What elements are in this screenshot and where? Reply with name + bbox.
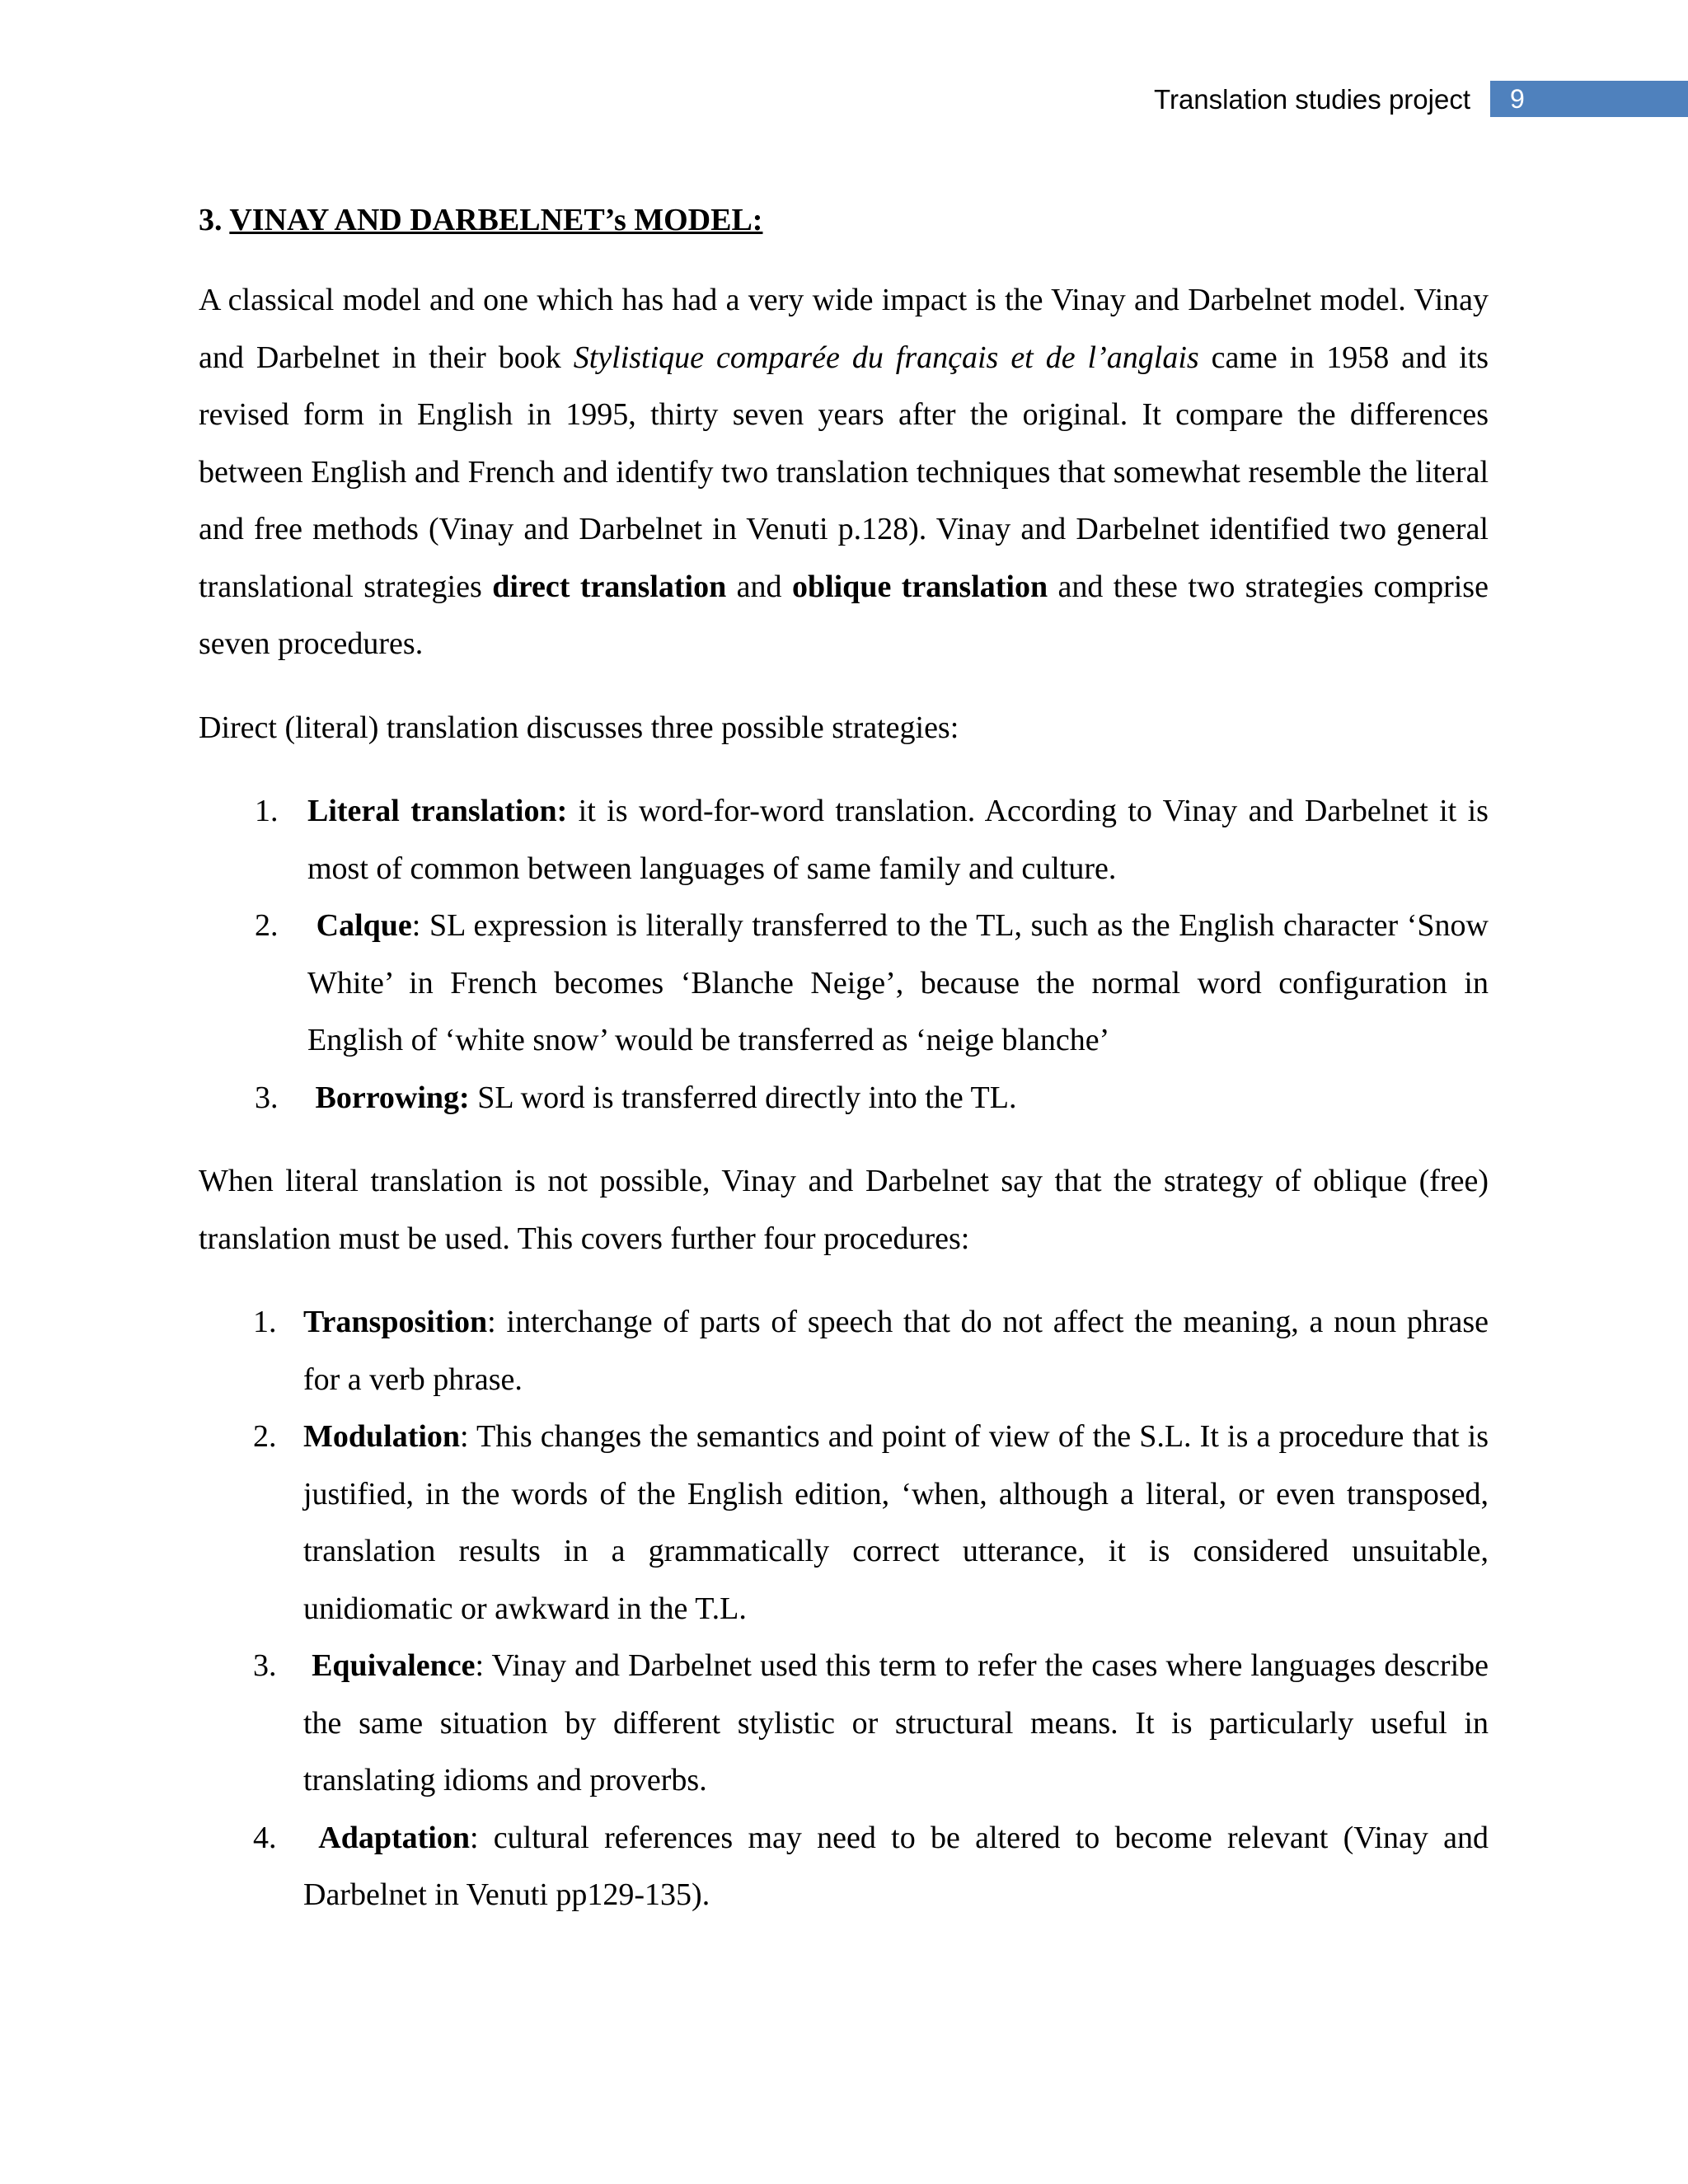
intro-text-1: A classical model and one which has had a very wide impact is the Vinay and Darbelnet model. Vinay and Darbelnet in their book: [199, 283, 1489, 375]
list-item-term: Modulation: [303, 1419, 461, 1454]
list-item-term: Equivalence: [312, 1648, 476, 1683]
list-item-number: 2.: [255, 908, 279, 943]
list-item-number: 1.: [255, 794, 279, 828]
list-item-term: Calque: [316, 908, 412, 943]
list-item: [199, 1294, 1489, 1408]
list-item: [199, 1638, 1489, 1810]
term-oblique-translation: oblique translation: [791, 569, 1048, 604]
oblique-intro-paragraph: When literal translation is not possible, Vinay and Darbelnet say that the strategy of oblique (free) translation must be used. This covers further four procedures:: [199, 1164, 1489, 1256]
list-item: [199, 1810, 1489, 1924]
section-heading: [199, 191, 1489, 249]
list-item-text: : This changes the semantics and point of view of the S.L. It is a procedure that is justified, in the words of the English edition, ‘when, although a literal, or even transposed, translation results in a grammatically correct utterance, it is considered unsuitable, unidiomatic or awkward in the T.L.: [303, 1419, 1489, 1626]
list-item-text: it is word-for-word translation. According to Vinay and Darbelnet it is most of common between languages of same family and culture.: [307, 794, 1489, 886]
list-item-text: : interchange of parts of speech that do not affect the meaning, a noun phrase for a verb phrase.: [303, 1305, 1489, 1397]
list-item-text: : SL expression is literally transferred to the TL, such as the English character ‘Snow White’ in French becomes ‘Blanche Neige’, because the normal word configuration in English of ‘white snow’ would be transferred as ‘neige blanche’: [307, 908, 1489, 1057]
list-item: [199, 898, 1489, 1070]
list-item-number: 1.: [253, 1305, 277, 1339]
section-number: 3.: [199, 203, 223, 237]
list-item-term: Borrowing:: [315, 1080, 470, 1115]
running-header-title: Translation studies project: [1154, 84, 1470, 115]
list-item-term: Adaptation: [318, 1820, 470, 1855]
list-item-number: 3.: [255, 1080, 279, 1115]
book-title: Stylistique comparée du français et de l’anglais: [573, 340, 1199, 375]
list-item: [199, 1408, 1489, 1638]
list-item-text: : Vinay and Darbelnet used this term to refer the cases where languages describe the same situation by different stylistic or structural means. It is particularly useful in translating idioms and proverbs.: [303, 1648, 1489, 1797]
intro-paragraph: [199, 272, 1489, 673]
intro-text-2: came in 1958 and its revised form in English in 1995, thirty seven years after the original. It compare the differences between English and French and identify two translation techniques that somewhat resemble the literal and free methods (Vinay and Darbelnet in Venuti p.128). Vinay and Darbelnet identified two general translational strategies: [199, 340, 1489, 604]
intro-text-3: and: [726, 569, 792, 604]
intro-text-4: and these two strategies comprise seven procedures.: [199, 569, 1489, 661]
direct-intro-paragraph: Direct (literal) translation discusses three possible strategies:: [199, 710, 959, 745]
document-body: [199, 191, 1489, 1924]
term-direct-translation: direct translation: [492, 569, 727, 604]
list-item: [199, 1070, 1489, 1127]
list-item-term: Literal translation:: [307, 794, 568, 828]
section-title: VINAY AND DARBELNET’s MODEL:: [229, 203, 763, 237]
list-item-number: 4.: [253, 1820, 277, 1855]
list-item-number: 2.: [253, 1419, 277, 1454]
list-item-text: : cultural references may need to be altered to become relevant (Vinay and Darbelnet in Venuti pp129-135).: [303, 1820, 1489, 1912]
page-number-badge: 9: [1490, 81, 1688, 117]
list-item-number: 3.: [253, 1648, 277, 1683]
oblique-procedures-list: [199, 1294, 1489, 1924]
list-item-text: SL word is transferred directly into the TL.: [469, 1080, 1017, 1115]
list-item: [199, 783, 1489, 898]
direct-strategies-list: [199, 783, 1489, 1127]
list-item-term: Transposition: [303, 1305, 488, 1339]
